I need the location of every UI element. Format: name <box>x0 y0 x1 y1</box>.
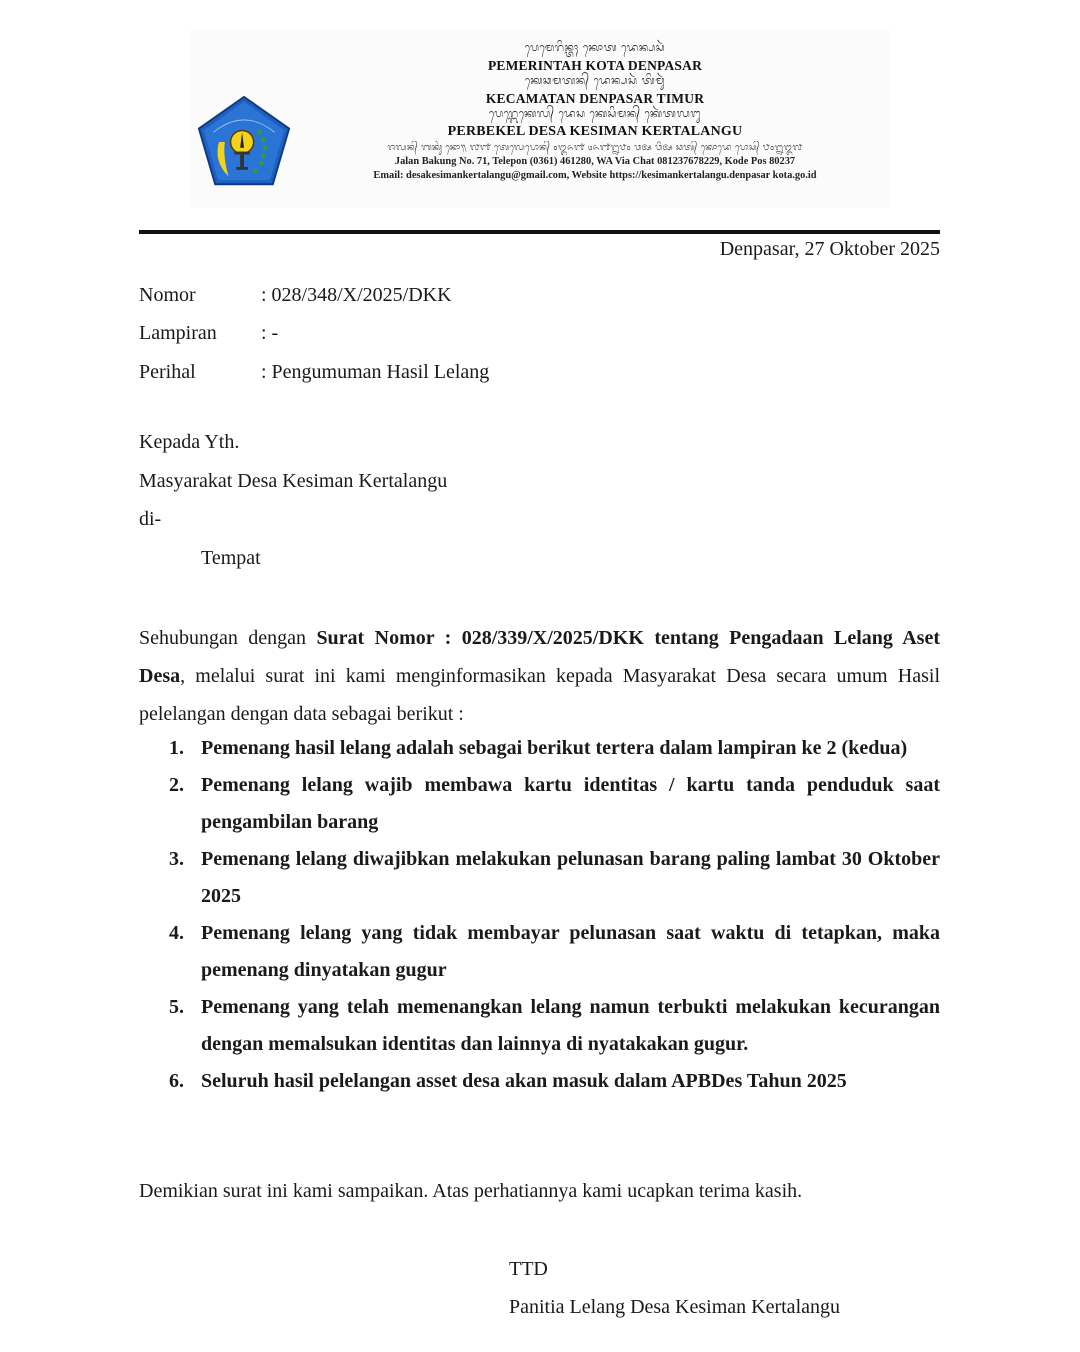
meta-row-nomor <box>139 276 489 315</box>
government-title: PEMERINTAH KOTA DENPASAR <box>487 58 703 73</box>
intro-paragraph <box>139 619 940 733</box>
balinese-script-line: ᬓᬾᬘᬫᬢᬦ᭄ ᬤᬾᬦ᭄ᬧᬲᬃ ᬢᬶᬫᬸᬃ <box>524 74 666 87</box>
list-number: 6. <box>169 1070 184 1092</box>
intro-rest: , melalui surat ini kami menginformasikan kepada Masyarakat Desa secara umum Hasil pelelangan dengan data sebagai berikut : <box>139 665 940 725</box>
meta-row-lampiran <box>139 315 489 354</box>
letterhead-divider <box>139 230 940 234</box>
list-text: Pemenang lelang wajib membawa kartu identitas / kartu tanda penduduk saat pengambilan barang <box>201 774 940 833</box>
intro-reference: Surat Nomor : 028/339/X/2025/DKK tentang Pengadaan Lelang Aset Desa <box>139 627 940 687</box>
list-number: 2. <box>169 774 184 796</box>
list-item <box>139 1063 940 1100</box>
village-emblem-logo <box>196 92 292 192</box>
list-text: Pemenang lelang yang tidak membayar pelunasan saat waktu di tetapkan, maka pemenang dinyatakan gugur <box>201 922 940 981</box>
list-number: 4. <box>169 922 184 944</box>
district-title: KECAMATAN DENPASAR TIMUR <box>485 91 705 106</box>
meta-value: : Pengumuman Hasil Lelang <box>261 360 490 383</box>
list-item <box>139 989 940 1063</box>
meta-label: Lampiran <box>139 322 217 345</box>
list-text: Seluruh hasil pelelangan asset desa akan masuk dalam APBDes Tahun 2025 <box>201 1070 847 1092</box>
recipient-block <box>139 428 447 582</box>
meta-value: : - <box>261 322 279 345</box>
place-date: Denpasar, 27 Oktober 2025 <box>719 238 940 260</box>
balinese-script-address: ᬚᬮᬦ᭄ ᬩᬓᬸᬂ ᬦᭀ᭟ ᭗᭑ ᬢᬾᬮᬾᬧᭀᬦ᭄ ᭐᭓᭖᭑ ᭔᭖᭑᭒᭘᭐ ᬯᬅ ᬯᬶᬅ ᬘᬢ᭄ ᬓᭀᬤᬾ ᬧᭀᬲ᭄ ᭘᭐᭒᭓᭗ <box>387 143 803 153</box>
village-title: PERBEKEL DESA KESIMAN KERTALANGU <box>447 124 743 139</box>
list-item <box>139 767 940 841</box>
list-number: 5. <box>169 996 184 1018</box>
list-text: Pemenang lelang diwajibkan melakukan pelunasan barang paling lambat 30 Oktober 2025 <box>201 848 940 907</box>
list-item <box>139 730 940 767</box>
contact-line: Email: desakesimankertalangu@gmail.com, Website https://kesimankertalangu.denpasar kota.go.id <box>373 170 817 181</box>
closing-sentence: Demikian surat ini kami sampaikan. Atas perhatiannya kami ucapkan terima kasih. <box>139 1180 803 1202</box>
meta-label: Perihal <box>139 360 196 383</box>
list-text: Pemenang yang telah memenangkan lelang namun terbukti melakukan kecurangan dengan memalsukan identitas dan lainnya di nyatakakan gugur. <box>201 996 940 1055</box>
announcement-list <box>139 730 940 1100</box>
recipient-place: Tempat <box>201 546 261 569</box>
address-line: Jalan Bakung No. 71, Telepon (0361) 461280, WA Via Chat 081237678229, Kode Pos 80237 <box>394 156 796 167</box>
list-item <box>139 841 940 915</box>
balinese-script-line: ᬧᬾᬫᬾᬭᬶᬦ᭄ᬢᬄ ᬓᭀᬢ ᬤᬾᬦ᭄ᬧᬲᬃ <box>524 41 666 54</box>
recipient-name: Masyarakat Desa Kesiman Kertalangu <box>139 469 448 492</box>
signatory-name: Panitia Lelang Desa Kesiman Kertalangu <box>509 1296 840 1318</box>
list-number: 3. <box>169 848 184 870</box>
intro-lead: Sehubungan dengan <box>139 627 317 649</box>
recipient-salutation: Kepada Yth. <box>139 431 240 453</box>
list-item <box>139 915 940 989</box>
meta-row-perihal <box>139 353 489 392</box>
recipient-at: di- <box>139 508 162 530</box>
list-number: 1. <box>169 737 184 759</box>
meta-label: Nomor <box>139 283 196 306</box>
balinese-script-line: ᬧᬾᬭ᭄ᬩᬾᬓᬾᬮ᭄ ᬤᬾᬲ ᬓᬾᬲᬶᬫᬦ᭄ ᬓᬾᬃᬢᬮᬗᬸ <box>488 107 702 120</box>
list-text: Pemenang hasil lelang adalah sebagai berikut tertera dalam lampiran ke 2 (kedua) <box>201 737 908 759</box>
letterhead <box>190 30 890 208</box>
meta-value: : 028/348/X/2025/DKK <box>261 283 452 306</box>
signature-mark: TTD <box>509 1258 548 1280</box>
letter-meta <box>139 276 489 392</box>
